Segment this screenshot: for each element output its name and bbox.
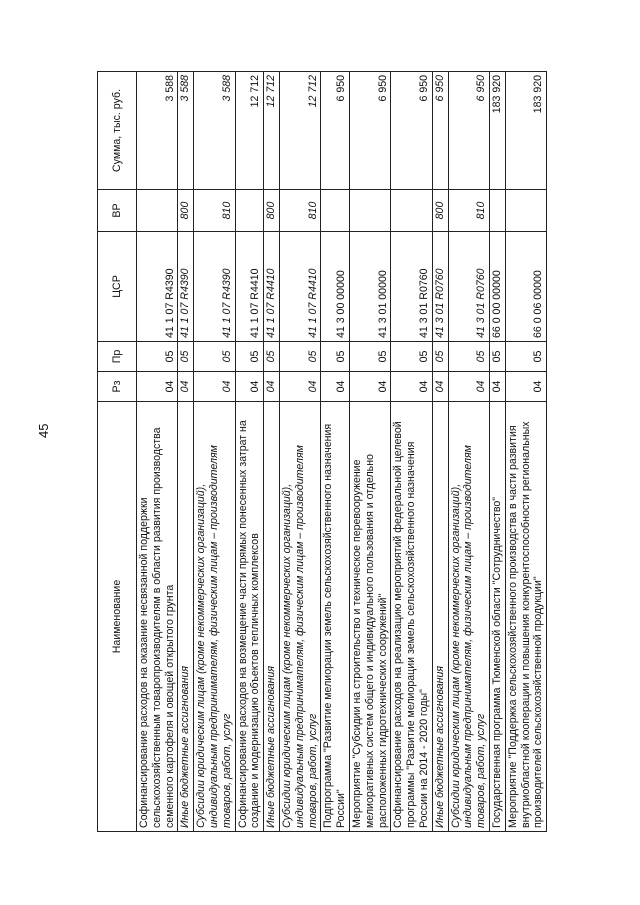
- cell-pr: 05: [349, 342, 390, 372]
- cell-rz: 04: [321, 372, 350, 402]
- cell-name: Иные бюджетные ассигнования: [264, 402, 280, 832]
- cell-rz: 04: [279, 372, 320, 402]
- cell-rz: 04: [194, 372, 235, 402]
- cell-name: Мероприятие "Поддержка сельскохозяйственного производства в части развития внутриобластной кооперации и повышения конкурентоспособности региональных производителей сельскохозяйственной продукции": [505, 402, 546, 832]
- table-row: [448, 72, 489, 832]
- cell-pr: 05: [279, 342, 320, 372]
- header-rz: Рз: [98, 372, 137, 402]
- table-row: [321, 72, 350, 832]
- table-row: [505, 72, 546, 832]
- cell-vr: [349, 190, 390, 232]
- cell-sum: 183 920: [505, 72, 546, 190]
- cell-pr: 05: [505, 342, 546, 372]
- cell-vr: 800: [264, 190, 280, 232]
- table-row: [235, 72, 264, 832]
- cell-vr: [489, 190, 505, 232]
- cell-rz: 04: [432, 372, 448, 402]
- cell-csr: 41 3 01 R0760: [432, 232, 448, 342]
- table-row: [178, 72, 194, 832]
- cell-name: Софинансирование расходов на возмещение части прямых понесенных затрат на создание и модернизацию объектов тепличных комплексов: [235, 402, 264, 832]
- cell-name: Субсидии юридическим лицам (кроме некоммерческих организаций), индивидуальным предпринимателям, физическим лицам – производителям товаров, работ, услуг: [448, 402, 489, 832]
- cell-rz: 04: [448, 372, 489, 402]
- cell-vr: [321, 190, 350, 232]
- cell-csr: 41 3 01 00000: [349, 232, 390, 342]
- header-vr: ВР: [98, 190, 137, 232]
- cell-rz: 04: [137, 372, 178, 402]
- cell-csr: 41 1 07 R4390: [194, 232, 235, 342]
- cell-sum: 6 950: [349, 72, 390, 190]
- cell-vr: [391, 190, 432, 232]
- cell-csr: 41 3 01 R0760: [448, 232, 489, 342]
- table-row: [349, 72, 390, 832]
- cell-rz: 04: [505, 372, 546, 402]
- cell-name: Субсидии юридическим лицам (кроме некоммерческих организаций), индивидуальным предпринимателям, физическим лицам – производителям товаров, работ, услуг: [279, 402, 320, 832]
- cell-sum: 6 950: [432, 72, 448, 190]
- cell-rz: 04: [391, 372, 432, 402]
- cell-csr: 41 1 07 R4410: [279, 232, 320, 342]
- cell-vr: [137, 190, 178, 232]
- budget-table-container: [97, 72, 545, 832]
- cell-vr: 810: [194, 190, 235, 232]
- cell-name: Государственная программа Тюменской области "Сотрудничество": [489, 402, 505, 832]
- cell-sum: 12 712: [264, 72, 280, 190]
- table-row: [279, 72, 320, 832]
- cell-pr: 05: [264, 342, 280, 372]
- cell-pr: 05: [448, 342, 489, 372]
- cell-csr: 41 1 07 R4390: [137, 232, 178, 342]
- cell-sum: 6 950: [391, 72, 432, 190]
- table-row: [432, 72, 448, 832]
- cell-pr: 05: [178, 342, 194, 372]
- cell-csr: 41 3 01 R0760: [391, 232, 432, 342]
- cell-vr: [235, 190, 264, 232]
- cell-pr: 05: [432, 342, 448, 372]
- cell-vr: 800: [178, 190, 194, 232]
- table-row: [264, 72, 280, 832]
- page-number: 45: [36, 423, 51, 438]
- cell-csr: 41 1 07 R4410: [235, 232, 264, 342]
- cell-csr: 41 1 07 R4410: [264, 232, 280, 342]
- cell-pr: 05: [321, 342, 350, 372]
- cell-rz: 04: [264, 372, 280, 402]
- cell-name: Мероприятие "Субсидии на строительство и техническое перевооружение мелиоративных систем общего и индивидуального пользования и отдельно расположенных гидротехнических сооружений": [349, 402, 390, 832]
- budget-table: [97, 71, 547, 832]
- table-row: [489, 72, 505, 832]
- cell-name: Субсидии юридическим лицам (кроме некоммерческих организаций), индивидуальным предпринимателям, физическим лицам – производителям товаров, работ, услуг: [194, 402, 235, 832]
- cell-pr: 05: [137, 342, 178, 372]
- cell-csr: 41 1 07 R4390: [178, 232, 194, 342]
- header-pr: Пр: [98, 342, 137, 372]
- cell-sum: 6 950: [448, 72, 489, 190]
- cell-csr: 41 3 00 00000: [321, 232, 350, 342]
- cell-name: Иные бюджетные ассигнования: [432, 402, 448, 832]
- cell-vr: 810: [448, 190, 489, 232]
- cell-sum: 3 588: [137, 72, 178, 190]
- cell-vr: [505, 190, 546, 232]
- cell-rz: 04: [178, 372, 194, 402]
- cell-vr: 800: [432, 190, 448, 232]
- cell-pr: 05: [194, 342, 235, 372]
- cell-pr: 05: [235, 342, 264, 372]
- table-row: [194, 72, 235, 832]
- table-body: [137, 72, 547, 832]
- header-csr: ЦСР: [98, 232, 137, 342]
- cell-sum: 3 588: [178, 72, 194, 190]
- table-row: [391, 72, 432, 832]
- table-row: [137, 72, 178, 832]
- cell-sum: 12 712: [235, 72, 264, 190]
- cell-rz: 04: [235, 372, 264, 402]
- header-sum: Сумма, тыс. руб.: [98, 72, 137, 190]
- cell-sum: 3 588: [194, 72, 235, 190]
- cell-sum: 183 920: [489, 72, 505, 190]
- cell-sum: 6 950: [321, 72, 350, 190]
- cell-rz: 04: [349, 372, 390, 402]
- cell-name: Подпрограмма "Развитие мелиорации земель сельскохозяйственного назначения России": [321, 402, 350, 832]
- cell-csr: 66 0 00 00000: [489, 232, 505, 342]
- cell-name: Иные бюджетные ассигнования: [178, 402, 194, 832]
- cell-sum: 12 712: [279, 72, 320, 190]
- cell-vr: 810: [279, 190, 320, 232]
- table-header-row: [98, 72, 137, 832]
- cell-csr: 66 0 06 00000: [505, 232, 546, 342]
- header-name: Наименование: [98, 402, 137, 832]
- cell-pr: 05: [489, 342, 505, 372]
- cell-rz: 04: [489, 372, 505, 402]
- cell-name: Софинансирование расходов на реализацию мероприятий федеральной целевой программы "Развитие мелиорации земель сельскохозяйственного назначения России на 2014 - 2020 годы": [391, 402, 432, 832]
- cell-pr: 05: [391, 342, 432, 372]
- cell-name: Софинансирование расходов на оказание несвязанной поддержки сельскохозяйственным товаропроизводителям в области развития производства семенного картофеля и овощей открытого грунта: [137, 402, 178, 832]
